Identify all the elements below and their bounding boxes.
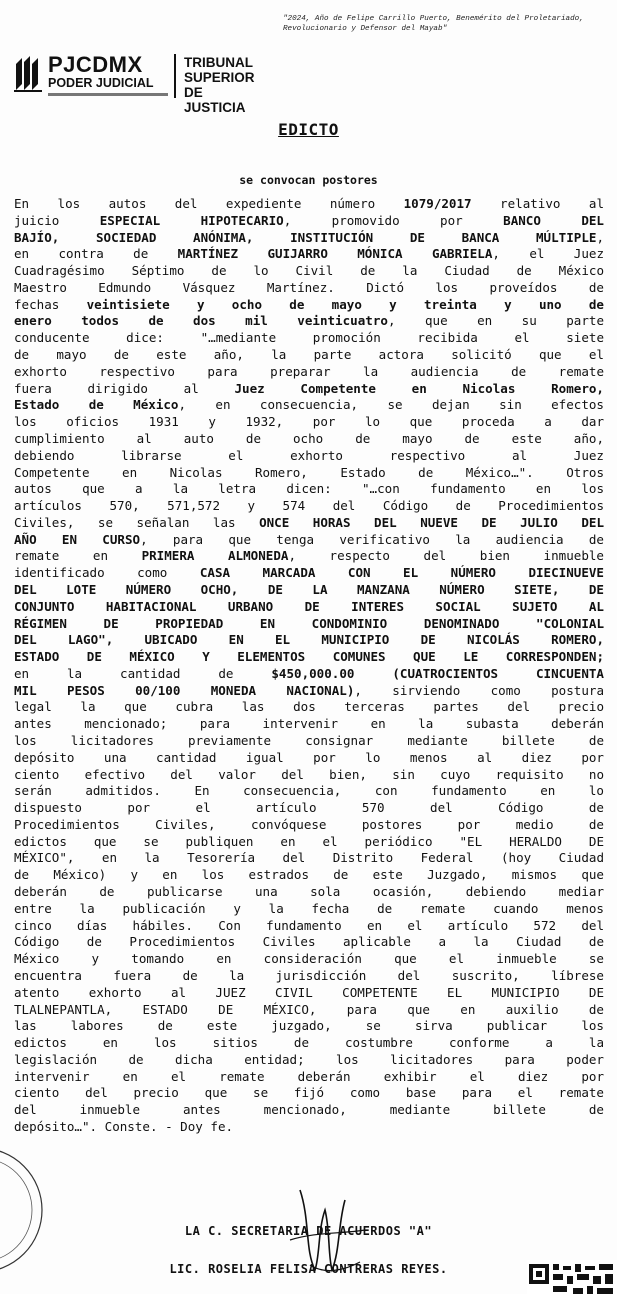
court-seal-icon bbox=[0, 1140, 50, 1280]
body-line bbox=[14, 414, 604, 431]
body-line bbox=[14, 901, 604, 918]
body-text: , para que tenga verificativo la audiencia de bbox=[140, 531, 604, 547]
body-text: legal la que cubra las dos terceras partes del precio bbox=[14, 699, 604, 715]
body-text-bold: MARTÍNEZ GUIJARRO MÓNICA GABRIELA bbox=[177, 246, 493, 262]
body-line bbox=[14, 548, 604, 565]
body-text-bold: MIL PESOS 00/100 MONEDA NACIONAL) bbox=[14, 682, 355, 698]
body-text: , que en su parte bbox=[387, 313, 604, 329]
body-text: artículos 570, 571,572 y 574 del Código de Procedimientos bbox=[14, 498, 604, 514]
body-line bbox=[14, 817, 604, 834]
qr-code-icon bbox=[527, 1260, 617, 1294]
body-line bbox=[14, 196, 604, 213]
body-text: , respecto del bien inmueble bbox=[288, 548, 604, 564]
body-text: entre la publicación y la fecha de remate cuando menos bbox=[14, 900, 604, 916]
body-text: Maestro Edmundo Vásquez Martínez. Dictó los proveídos de bbox=[14, 279, 604, 295]
body-text: Civiles, se señalan las bbox=[14, 514, 260, 530]
body-line bbox=[14, 364, 604, 381]
body-text: depósito una cantidad igual por lo menos al diez por bbox=[14, 749, 604, 765]
body-text: encuentra fuera de la jurisdicción del suscrito, líbrese bbox=[14, 967, 604, 983]
body-line bbox=[14, 968, 604, 985]
year-motto: "2024, Año de Felipe Carrillo Puerto, Benemérito del Proletariado, Revolucionario y Defensor del Mayab" bbox=[283, 15, 584, 33]
document-subtitle: se convocan postores bbox=[239, 173, 378, 187]
body-text: Procedimientos Civiles, convóquese postores por medio de bbox=[14, 816, 604, 832]
body-text: los oficios 1931 y 1932, por lo que proceda a dar bbox=[14, 414, 604, 430]
body-text: las labores de este juzgado, se sirva publicar los bbox=[14, 1018, 604, 1034]
body-line bbox=[14, 767, 604, 784]
logo-court-line: SUPERIOR DE bbox=[184, 70, 255, 100]
body-line bbox=[14, 213, 604, 230]
body-text: fuera dirigido al bbox=[14, 380, 235, 396]
body-line bbox=[14, 1069, 604, 1086]
body-text: intervenir en el remate deberán exhibir el diez por bbox=[14, 1068, 604, 1084]
body-text: de México) y en los estrados de este Juzgado, mismos que bbox=[14, 867, 604, 883]
body-text-bold: $450,000.00 (CUATROCIENTOS CINCUENTA bbox=[271, 665, 604, 681]
body-text-bold: AÑO EN CURSO bbox=[14, 531, 141, 547]
body-text: Código de Procedimientos Civiles aplicable a la Ciudad de bbox=[14, 934, 604, 950]
body-line bbox=[14, 733, 604, 750]
body-line bbox=[14, 699, 604, 716]
body-line bbox=[14, 498, 604, 515]
body-text-bold: PRIMERA ALMONEDA bbox=[141, 548, 289, 564]
body-text: juicio bbox=[14, 212, 100, 228]
body-text: del inmueble antes mencionado, mediante billete de bbox=[14, 1102, 604, 1118]
secretary-name: LIC. ROSELIA FELISA CONTRERAS REYES. bbox=[169, 1262, 448, 1276]
body-text: los licitadores previamente consignar mediante billete de bbox=[14, 733, 604, 748]
body-line bbox=[14, 1085, 604, 1102]
body-line bbox=[14, 565, 604, 582]
body-text: cumplimiento al auto de ocho de mayo de este año, bbox=[14, 430, 604, 446]
logo-underline-icon bbox=[48, 91, 168, 98]
body-text: en contra de bbox=[14, 246, 178, 262]
body-text: depósito…". Conste. - Doy fe. bbox=[14, 1118, 234, 1134]
body-text: edictos que se publiquen en el periódico "EL HERALDO DE bbox=[14, 833, 604, 849]
logo-court-line: JUSTICIA bbox=[184, 100, 246, 115]
pjcdmx-logo bbox=[14, 52, 274, 115]
logo-divider bbox=[174, 54, 176, 98]
body-line bbox=[14, 599, 604, 616]
body-text: Cuadragésimo Séptimo de lo Civil de la Ciudad de México bbox=[14, 263, 604, 279]
body-text: identificado como bbox=[14, 565, 200, 581]
body-text: legislación de dicha entidad; los licitadores para poder bbox=[14, 1051, 604, 1067]
body-line bbox=[14, 297, 604, 314]
body-text: , sirviendo como postura bbox=[354, 682, 605, 698]
body-text-bold: RÉGIMEN DE PROPIEDAD EN CONDOMINIO DENOMINADO "COLONIAL bbox=[14, 615, 604, 631]
body-line bbox=[14, 313, 604, 330]
body-text-bold: CONJUNTO HABITACIONAL URBANO DE INTERES SOCIAL SUJETO AL bbox=[14, 598, 604, 614]
body-line bbox=[14, 850, 604, 867]
body-text: , el Juez bbox=[492, 246, 605, 262]
body-text-bold: DEL LOTE NÚMERO OCHO, DE LA MANZANA NÚMERO SIETE, DE bbox=[14, 581, 604, 597]
body-text-bold: DEL LAGO", UBICADO EN EL MUNICIPIO DE NICOLÁS ROMERO, bbox=[14, 632, 604, 648]
body-line bbox=[14, 1002, 604, 1019]
body-text-bold: CASA MARCADA CON EL NÚMERO DIECINUEVE bbox=[199, 565, 604, 581]
body-line bbox=[14, 649, 604, 666]
body-line bbox=[14, 1102, 604, 1119]
body-text: , promovido por bbox=[283, 212, 504, 228]
body-line bbox=[14, 985, 604, 1002]
body-text: deberán de publicarse una sola ocasión, debiendo mediar bbox=[14, 884, 604, 900]
body-line bbox=[14, 1035, 604, 1052]
body-text-bold: BANCO DEL bbox=[503, 212, 604, 228]
body-text: TLALNEPANTLA, ESTADO DE MÉXICO, para que en auxilio de bbox=[14, 1001, 604, 1017]
body-line bbox=[14, 481, 604, 498]
body-text: ciento efectivo del valor del bien, sin cuyo requisito no bbox=[14, 766, 604, 782]
body-line bbox=[14, 330, 604, 347]
body-text: remate en bbox=[14, 548, 142, 564]
body-line bbox=[14, 800, 604, 817]
body-line bbox=[14, 683, 604, 700]
body-text-bold: BAJÍO, SOCIEDAD ANÓNIMA, INSTITUCIÓN DE BANCA MÚLTIPLE bbox=[14, 229, 597, 245]
body-line bbox=[14, 666, 604, 683]
body-line bbox=[14, 280, 604, 297]
body-text-bold: Estado de México bbox=[14, 397, 179, 413]
body-line bbox=[14, 347, 604, 364]
body-text-bold: enero todos de dos mil veinticuatro bbox=[14, 313, 388, 329]
body-text: , bbox=[596, 229, 604, 245]
edict-body bbox=[14, 196, 604, 1136]
body-text-bold: ESPECIAL HIPOTECARIO bbox=[99, 212, 284, 228]
body-line bbox=[14, 632, 604, 649]
body-line bbox=[14, 1018, 604, 1035]
body-text: exhorto respectivo para preparar la audiencia de remate bbox=[14, 363, 604, 379]
body-line bbox=[14, 448, 604, 465]
body-line bbox=[14, 263, 604, 280]
body-text: conducente dice: "…mediante promoción recibida el siete bbox=[14, 330, 604, 346]
body-text: de mayo de este año, la parte actora solicitó que el bbox=[14, 347, 604, 363]
body-text: autos que a la letra dicen: "…con fundamento en los bbox=[14, 481, 604, 497]
body-line bbox=[14, 616, 604, 633]
body-line bbox=[14, 783, 604, 800]
body-text-bold: ESTADO DE MÉXICO Y ELEMENTOS COMUNES QUE LE CORRESPONDEN; bbox=[14, 649, 604, 665]
body-line bbox=[14, 582, 604, 599]
body-text: edictos en los sitios de costumbre conforme a la bbox=[14, 1035, 604, 1051]
body-text: cinco días hábiles. Con fundamento en el artículo 572 del bbox=[14, 917, 604, 933]
body-line bbox=[14, 867, 604, 884]
body-line bbox=[14, 934, 604, 951]
body-line bbox=[14, 951, 604, 968]
body-text: , en consecuencia, se dejan sin efectos bbox=[178, 397, 604, 413]
body-text: fechas bbox=[14, 296, 87, 312]
body-text-bold: ONCE HORAS DEL NUEVE DE JULIO DEL bbox=[259, 514, 604, 530]
body-line bbox=[14, 884, 604, 901]
body-line bbox=[14, 716, 604, 733]
body-line bbox=[14, 918, 604, 935]
body-line bbox=[14, 1052, 604, 1069]
body-text: ciento del precio que se fijó como base para el remate bbox=[14, 1085, 604, 1101]
body-text-bold: veintisiete y ocho de mayo y treinta y uno de bbox=[86, 296, 604, 312]
body-text: México y tomando en consideración que el inmueble se bbox=[14, 951, 604, 967]
body-text: En los autos del expediente número bbox=[14, 196, 404, 211]
body-text: MÉXICO", en la Tesorería del Distrito Federal (hoy Ciudad bbox=[14, 850, 604, 866]
body-line bbox=[14, 397, 604, 414]
secretary-role: LA C. SECRETARIA DE ACUERDOS "A" bbox=[184, 1224, 433, 1238]
body-line bbox=[14, 465, 604, 482]
body-text: atento exhorto al JUEZ CIVIL COMPETENTE EL MUNICIPIO DE bbox=[14, 984, 604, 1000]
body-line bbox=[14, 381, 604, 398]
body-line bbox=[14, 834, 604, 851]
body-line bbox=[14, 1119, 604, 1136]
body-text: en la cantidad de bbox=[14, 665, 272, 681]
document-title: EDICTO bbox=[278, 120, 339, 139]
logo-brand: PJCDMX bbox=[48, 52, 143, 77]
body-line bbox=[14, 246, 604, 263]
pjcdmx-emblem-icon bbox=[14, 56, 44, 92]
body-text-bold: Juez Competente en Nicolas Romero, bbox=[234, 380, 604, 396]
logo-court-line: TRIBUNAL bbox=[184, 55, 253, 70]
body-line bbox=[14, 532, 604, 549]
body-text-bold: 1079/2017 bbox=[403, 196, 472, 211]
logo-court-name bbox=[184, 55, 274, 115]
body-text: Competente en Nicolas Romero, Estado de México…". Otros bbox=[14, 464, 604, 480]
body-text: dispuesto por el artículo 570 del Código de bbox=[14, 800, 604, 816]
body-text: relativo al bbox=[471, 196, 604, 211]
body-text: serán admitidos. En consecuencia, con fundamento en lo bbox=[14, 783, 604, 799]
body-text: antes mencionado; para intervenir en la subasta deberán bbox=[14, 716, 604, 732]
body-text: debiendo librarse el exhorto respectivo al Juez bbox=[14, 447, 604, 463]
logo-subtitle: PODER JUDICIAL bbox=[48, 76, 154, 90]
body-line bbox=[14, 431, 604, 448]
body-line bbox=[14, 750, 604, 767]
body-line bbox=[14, 515, 604, 532]
body-line bbox=[14, 230, 604, 247]
